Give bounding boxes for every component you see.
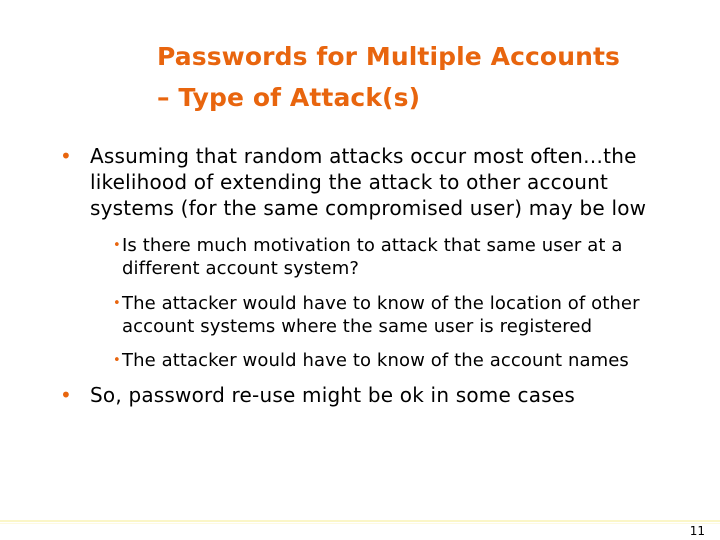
slide-title-line-2: – Type of Attack(s): [157, 83, 421, 112]
page-number: 11: [689, 524, 705, 538]
sub-bullet-3-line-1: The attacker would have to know of the account names: [122, 350, 629, 371]
slide-title: [157, 36, 697, 118]
slide-title-line-1: Passwords for Multiple Accounts: [157, 42, 621, 71]
bullet-1-line-1: Assuming that random attacks occur most often…the: [90, 144, 637, 168]
sub-bullet-1-line-1: Is there much motivation to attack that same user at a: [122, 235, 623, 256]
sub-bullet-2-line-1: The attacker would have to know of the location of other: [122, 293, 640, 314]
sub-bullet-marker: •: [113, 238, 121, 253]
bullet-2-line-1: So, password re-use might be ok in some cases: [90, 383, 575, 407]
sub-bullet-marker: •: [113, 296, 121, 311]
bullet-1-line-3: systems (for the same compromised user) may be low: [90, 196, 647, 220]
sub-bullet-1-line-2: different account system?: [122, 258, 360, 279]
bullet-2: [90, 382, 575, 408]
sub-bullet-2: [122, 292, 640, 338]
sub-bullet-marker: •: [113, 353, 121, 368]
sub-bullet-2-line-2: account systems where the same user is registered: [122, 316, 593, 337]
footer-rule-secondary: [0, 523, 720, 524]
footer-rule: [0, 520, 720, 522]
bullet-marker: •: [60, 383, 72, 407]
bullet-marker: •: [60, 144, 72, 168]
sub-bullet-1: [122, 234, 622, 280]
bullet-1: [90, 143, 646, 221]
sub-bullet-3: [122, 349, 629, 372]
bullet-1-line-2: likelihood of extending the attack to other account: [90, 170, 609, 194]
